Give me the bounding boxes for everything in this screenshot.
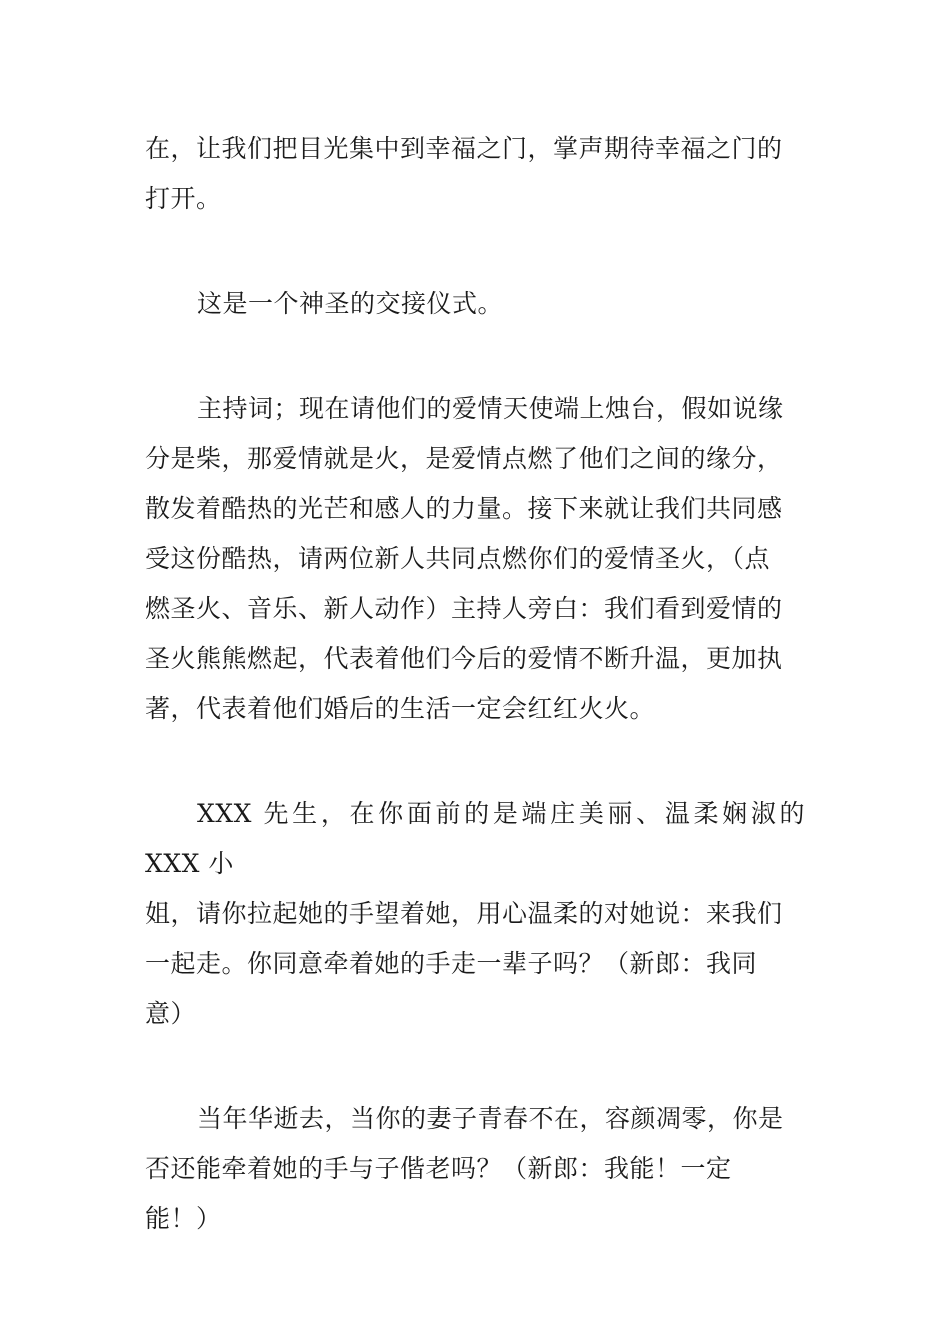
paragraph-gap (145, 329, 805, 384)
paragraph-ceremony: 这是一个神圣的交接仪式。 (197, 289, 504, 318)
paragraph-continuation: 在，让我们把目光集中到幸福之门，掌声期待幸福之门的 打开。 (145, 134, 783, 213)
paragraph-host-speech: 主持词；现在请他们的爱情天使端上烛台，假如说缘 分是柴，那爱情就是火，是爱情点燃了他们之间的缘分， 散发着酷热的光芒和感人的力量。接下来就让我们共同感 受这份酷热，请两位新人共同点燃你们的爱情圣火，（点 燃圣火、音乐、新人动作）主持人旁白：我们看到爱情的 圣火熊熊燃起，代表着他们今后的爱情不断升温，更加执 著，代表着他们婚后的生活一定会红红火火。 (145, 394, 784, 723)
paragraph-gap (145, 224, 805, 279)
paragraph-gap (145, 1039, 805, 1094)
paragraph-groom-vow: 当年华逝去，当你的妻子青春不在，容颜凋零，你是 否还能牵着她的手与子偕老吗？（新郎：我能！一定 能！） (145, 1104, 784, 1233)
paragraph-gap (145, 734, 805, 789)
paragraph-groom-question: XXX 先生，在你面前的是端庄美丽、温柔娴淑的 XXX 小 姐，请你拉起她的手望着她，用心温柔的对她说：来我们 一起走。你同意牵着她的手走一辈子吗？（新郎：我同 意） (145, 799, 805, 1028)
document-body (145, 124, 805, 1244)
